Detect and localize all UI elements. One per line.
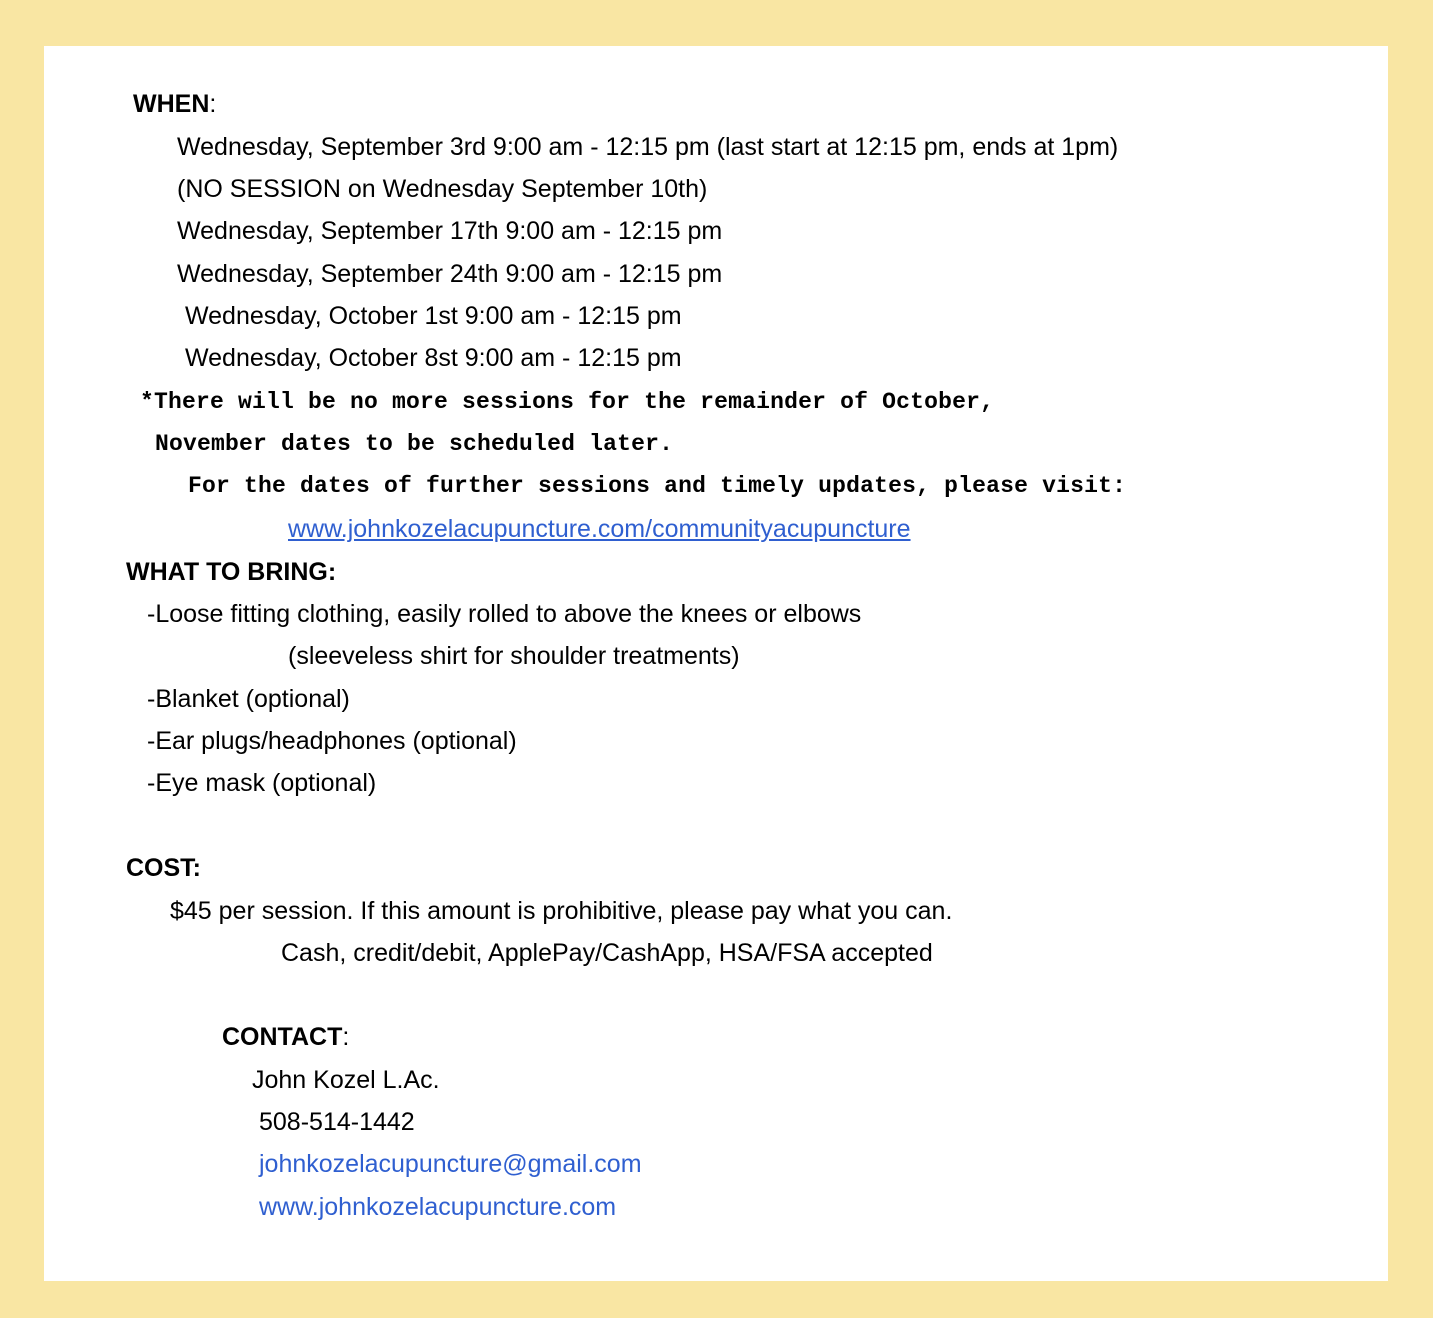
when-colon: :	[209, 90, 217, 118]
contact-heading-row	[222, 1022, 349, 1052]
flyer-card	[44, 46, 1388, 1281]
no-session-note: (NO SESSION on Wednesday September 10th)	[177, 175, 708, 203]
contact-heading: CONTACT	[222, 1023, 343, 1051]
bring-item-earplugs: -Ear plugs/headphones (optional)	[147, 727, 517, 755]
contact-name: John Kozel L.Ac.	[252, 1066, 440, 1094]
when-heading-row	[133, 89, 216, 119]
session-date-4: Wednesday, October 1st 9:00 am - 12:15 pm	[185, 302, 682, 330]
november-notice: November dates to be scheduled later.	[155, 431, 674, 457]
cost-payment-methods: Cash, credit/debit, ApplePay/CashApp, HSA/FSA accepted	[281, 939, 933, 967]
community-acupuncture-link[interactable]: www.johnkozelacupuncture.com/communityacupuncture	[288, 515, 911, 543]
no-more-sessions-notice: *There will be no more sessions for the remainder of October,	[140, 389, 995, 415]
contact-phone: 508-514-1442	[259, 1108, 415, 1136]
bring-item-eye-mask: -Eye mask (optional)	[147, 769, 377, 797]
cost-heading: COST:	[126, 854, 201, 882]
session-date-5: Wednesday, October 8st 9:00 am - 12:15 pm	[185, 344, 682, 372]
contact-colon: :	[342, 1023, 350, 1051]
when-heading: WHEN	[133, 90, 210, 118]
bring-item-clothing-note: (sleeveless shirt for shoulder treatments)	[288, 642, 740, 670]
session-date-2: Wednesday, September 17th 9:00 am - 12:15 pm	[177, 217, 723, 245]
what-to-bring-heading: WHAT TO BRING:	[126, 558, 337, 586]
contact-email-link[interactable]: johnkozelacupuncture@gmail.com	[259, 1150, 642, 1178]
bring-item-clothing: -Loose fitting clothing, easily rolled to above the knees or elbows	[147, 600, 862, 628]
session-date-1: Wednesday, September 3rd 9:00 am - 12:15 pm (last start at 12:15 pm, ends at 1pm)	[177, 133, 1119, 161]
contact-website-link[interactable]: www.johnkozelacupuncture.com	[259, 1193, 617, 1221]
session-date-3: Wednesday, September 24th 9:00 am - 12:15 pm	[177, 260, 723, 288]
bring-item-blanket: -Blanket (optional)	[147, 685, 350, 713]
cost-price: $45 per session. If this amount is prohibitive, please pay what you can.	[170, 897, 953, 925]
further-sessions-notice: For the dates of further sessions and timely updates, please visit:	[188, 473, 1127, 499]
